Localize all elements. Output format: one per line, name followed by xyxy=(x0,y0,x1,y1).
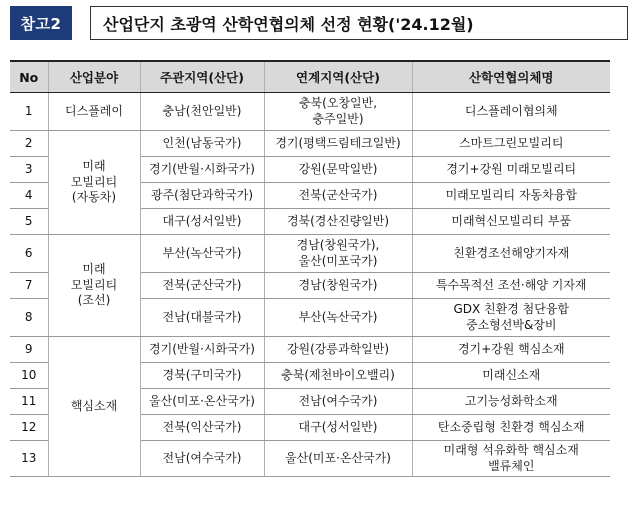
cell-no: 8 xyxy=(10,299,48,337)
cell-no: 12 xyxy=(10,415,48,441)
cell-no: 2 xyxy=(10,131,48,157)
cell-consortium-name: 미래형 석유화학 핵심소재 밸류체인 xyxy=(412,441,610,477)
cell-no: 7 xyxy=(10,273,48,299)
cell-lead-region: 경기(반월·시화국가) xyxy=(140,337,264,363)
header xyxy=(10,6,628,40)
cell-field-mobility-car: 미래 모빌리티 (자동차) xyxy=(48,131,140,235)
cell-lead-region: 충남(천안일반) xyxy=(140,93,264,131)
col-header-consortium-name: 산학연협의체명 xyxy=(412,61,610,93)
cell-linked-region: 경남(창원국가) xyxy=(264,273,412,299)
cell-lead-region: 광주(첨단과학국가) xyxy=(140,183,264,209)
cell-no: 1 xyxy=(10,93,48,131)
cell-no: 9 xyxy=(10,337,48,363)
reference-badge: 참고2 xyxy=(10,6,72,40)
cell-linked-region: 부산(녹산국가) xyxy=(264,299,412,337)
table-row xyxy=(10,235,610,273)
cell-lead-region: 부산(녹산국가) xyxy=(140,235,264,273)
cell-no: 13 xyxy=(10,441,48,477)
cell-consortium-name: 미래혁신모빌리티 부품 xyxy=(412,209,610,235)
cell-no: 11 xyxy=(10,389,48,415)
cell-linked-region: 강원(문막일반) xyxy=(264,157,412,183)
cell-no: 6 xyxy=(10,235,48,273)
cell-linked-region: 전북(군산국가) xyxy=(264,183,412,209)
cell-lead-region: 전북(군산국가) xyxy=(140,273,264,299)
cell-lead-region: 울산(미포·온산국가) xyxy=(140,389,264,415)
cell-linked-region: 경남(창원국가), 울산(미포국가) xyxy=(264,235,412,273)
cell-linked-region: 울산(미포·온산국가) xyxy=(264,441,412,477)
cell-no: 10 xyxy=(10,363,48,389)
cell-no: 4 xyxy=(10,183,48,209)
cell-linked-region: 충북(오창일반, 충주일반) xyxy=(264,93,412,131)
cell-field-mobility-ship: 미래 모빌리티 (조선) xyxy=(48,235,140,337)
cell-no: 5 xyxy=(10,209,48,235)
cell-consortium-name: 탄소중립형 친환경 핵심소재 xyxy=(412,415,610,441)
col-header-linked-region: 연계지역(산단) xyxy=(264,61,412,93)
cell-linked-region: 대구(성서일반) xyxy=(264,415,412,441)
table-row xyxy=(10,93,610,131)
table-row xyxy=(10,337,610,363)
cell-consortium-name: 경기+강원 핵심소재 xyxy=(412,337,610,363)
cell-lead-region: 전북(익산국가) xyxy=(140,415,264,441)
cell-field: 디스플레이 xyxy=(48,93,140,131)
cell-lead-region: 경기(반월·시화국가) xyxy=(140,157,264,183)
cell-consortium-name: 미래모빌리티 자동차융합 xyxy=(412,183,610,209)
cell-lead-region: 전남(여수국가) xyxy=(140,441,264,477)
cell-consortium-name: GDX 친환경 첨단융합 중소형선박&장비 xyxy=(412,299,610,337)
col-header-no: No xyxy=(10,61,48,93)
table-row xyxy=(10,131,610,157)
cell-consortium-name: 특수목적선 조선·해양 기자재 xyxy=(412,273,610,299)
col-header-lead-region: 주관지역(산단) xyxy=(140,61,264,93)
cell-linked-region: 강원(강릉과학일반) xyxy=(264,337,412,363)
cell-consortium-name: 디스플레이협의체 xyxy=(412,93,610,131)
table-header-row xyxy=(10,61,610,93)
col-header-field: 산업분야 xyxy=(48,61,140,93)
cell-lead-region: 전남(대불국가) xyxy=(140,299,264,337)
cell-no: 3 xyxy=(10,157,48,183)
cell-consortium-name: 스마트그린모빌리티 xyxy=(412,131,610,157)
cell-lead-region: 경북(구미국가) xyxy=(140,363,264,389)
cell-lead-region: 대구(성서일반) xyxy=(140,209,264,235)
cell-linked-region: 충북(제천바이오밸리) xyxy=(264,363,412,389)
cell-consortium-name: 친환경조선해양기자재 xyxy=(412,235,610,273)
page-title: 산업단지 초광역 산학연협의체 선정 현황('24.12월) xyxy=(90,6,628,40)
cell-consortium-name: 미래신소재 xyxy=(412,363,610,389)
cell-linked-region: 전남(여수국가) xyxy=(264,389,412,415)
cell-field-core-materials: 핵심소재 xyxy=(48,337,140,477)
cell-linked-region: 경북(경산진량일반) xyxy=(264,209,412,235)
cell-lead-region: 인천(남동국가) xyxy=(140,131,264,157)
cell-consortium-name: 고기능성화학소재 xyxy=(412,389,610,415)
cell-consortium-name: 경기+강원 미래모빌리티 xyxy=(412,157,610,183)
consortium-table xyxy=(10,60,610,477)
cell-linked-region: 경기(평택드림테크일반) xyxy=(264,131,412,157)
